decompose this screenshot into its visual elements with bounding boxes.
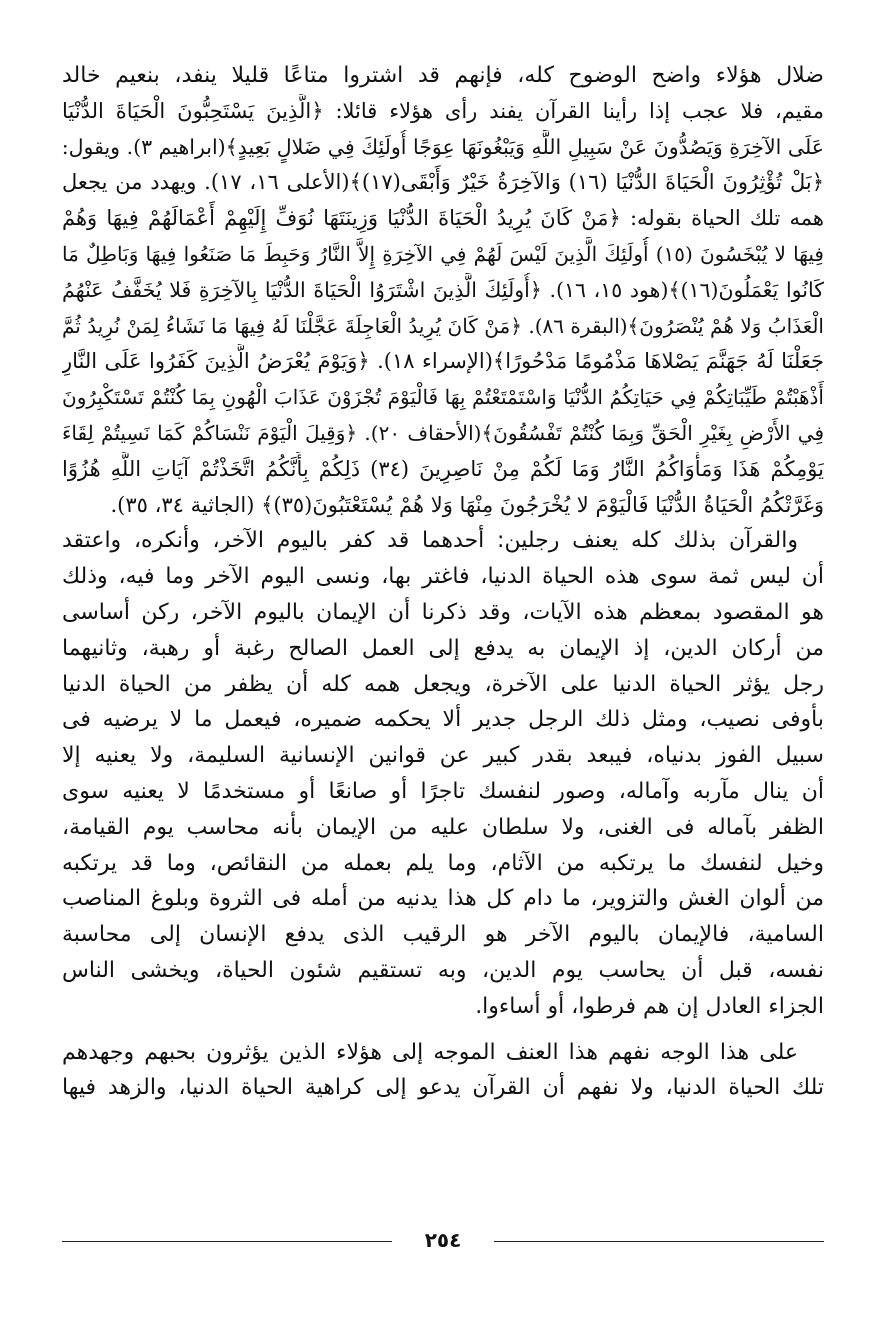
quran-verse-line: فِي الأَرْضِ بِغَيْرِ الْحَقِّ وَبِمَا كُنْتُمْ تَفْسُقُونَ﴾(الأحقاف ٢٠). ﴿وَقِيلَ الْيَوْمَ نَنْسَاكُمْ كَمَا نَسِيتُمْ لِقَاءَ — [62, 420, 824, 445]
quran-verse-line: كَانُوا يَعْمَلُونَ(١٦)﴾(هود ١٥، ١٦). ﴿أُولَئِكَ الَّذِينَ اشْتَرَوُا الْحَيَاةَ الدُّنْيَا بِالآخِرَةِ فَلا يُخَفَّفُ عَنْهُمُ — [62, 277, 824, 302]
text-line: من أركان الدين، إذ الإيمان به يدفع إلى العمل الصالح رغبة أو رهبة، وثانيهما — [62, 635, 824, 661]
quran-verse-line: عَلَى الآخِرَةِ وَيَصُدُّونَ عَنْ سَبِيلِ اللَّهِ وَيَبْغُونَهَا عِوَجًا أُولَئِكَ فِي ضَلالٍ بَعِيدٍ﴾(ابراهيم ٣). ويقول: — [62, 134, 824, 159]
quran-verse-line: ﴿بَلْ تُؤْثِرُونَ الْحَيَاةَ الدُّنْيَا (١٦) وَالآخِرَةُ خَيْرٌ وَأَبْقَى(١٧)﴾(الأعلى ١٦، ١٧). ويهدد من يجعل — [62, 170, 824, 195]
paragraph-gap — [62, 1025, 824, 1035]
text-line: الظفر بآماله فى الغنى، ولا سلطان عليه من الإيمان بأنه محاسب يوم القيامة، — [62, 814, 824, 840]
text-line: على هذا الوجه نفهم هذا العنف الموجه إلى هؤلاء الذين يؤثرون بحبهم وجهدهم — [62, 1039, 798, 1065]
text-line: والقرآن بذلك كله يعنف رجلين: أحدهما قد كفر باليوم الآخر، وأنكره، واعتقد — [62, 528, 798, 554]
quran-verse-line: يَوْمِكُمْ هَذَا وَمَأْوَاكُمُ النَّارُ وَمَا لَكُمْ مِنْ نَاصِرِينَ (٣٤) ذَلِكُمْ بِأَنَّكُمُ اتَّخَذْتُمْ آيَاتِ اللَّهِ هُزُوًا — [62, 456, 824, 481]
text-line: نفسه، قبل أن يحاسب يوم الدين، وبه تستقيم شئون الحياة، ويخشى الناس — [62, 957, 824, 983]
quran-verse-line: جَعَلْنَا لَهُ جَهَنَّمَ يَصْلاهَا مَذْمُومًا مَدْحُورًا﴾(الإسراء ١٨). ﴿وَيَوْمَ يُعْرَضُ الَّذِينَ كَفَرُوا عَلَى النَّارِ — [62, 349, 824, 374]
text-line: رجل يؤثر الحياة الدنيا على الآخرة، ويجعل همه كله أن يظفر من الحياة الدنيا — [62, 671, 824, 697]
quran-verse-line: أَذْهَبْتُمْ طَيِّبَاتِكُمْ فِي حَيَاتِكُمُ الدُّنْيَا وَاسْتَمْتَعْتُمْ بِهَا فَالْيَوْمَ تُجْزَوْنَ عَذَابَ الْهُونِ بِمَا كُنْتُمْ تَسْتَكْبِرُونَ — [62, 385, 824, 410]
quran-verse-line: وَغَرَّتْكُمُ الْحَيَاةُ الدُّنْيَا فَالْيَوْمَ لا يُخْرَجُونَ مِنْهَا وَلا هُمْ يُسْتَعْتَبُونَ(٣٥)﴾ (الجاثية ٣٤، ٣٥). — [110, 492, 824, 517]
quran-verse-line: الْعَذَابُ وَلا هُمْ يُنْصَرُونَ﴾(البقرة ٨٦). ﴿مَنْ كَانَ يُرِيدُ الْعَاجِلَةَ عَجَّلْنَا لَهُ فِيهَا مَا نَشَاءُ لِمَنْ نُرِيدُ ثُمَّ — [62, 313, 824, 338]
text-line: وخيل لنفسك ما يرتكبه من الآثام، وما يلم بعمله من النقائص، وما قد يرتكبه — [62, 850, 824, 876]
page-body — [62, 58, 824, 1258]
page-number: ٢٥٤ — [424, 1228, 462, 1252]
quran-verse-line: همه تلك الحياة بقوله: ﴿مَنْ كَانَ يُرِيدُ الْحَيَاةَ الدُّنْيَا وَزِينَتَهَا نُوَفِّ إِلَيْهِمْ أَعْمَالَهُمْ فِيهَا وَهُمْ — [62, 206, 824, 231]
page-footer — [62, 1222, 824, 1262]
text-line: مقيم، فلا عجب إذا رأينا القرآن يفند رأى هؤلاء قائلا: ﴿الَّذِينَ يَسْتَحِبُّونَ الْحَيَاةَ الدُّنْيَا — [62, 98, 824, 123]
text-line: أن ينال مآربه وآماله، وصور لنفسك تاجرًا أو صانعًا أو مستخدمًا لا يعنيه سوى — [62, 778, 824, 804]
text-line: من ألوان الغش والتزوير، ما دام كل هذا يدنيه من أمله فى الثروة وبلوغ المناصب — [62, 886, 824, 912]
text-line: سبيل الفوز بدنياه، فيبعد بقدر كبير عن قوانين الإنسانية السليمة، ولا يعنيه إلا — [62, 743, 824, 769]
quran-verse-line: فِيهَا لا يُبْخَسُونَ (١٥) أُولَئِكَ الَّذِينَ لَيْسَ لَهُمْ فِي الآخِرَةِ إِلاَّ النَّارُ وَحَبِطَ مَا صَنَعُوا فِيهَا وَبَاطِلٌ مَا — [62, 241, 824, 266]
text-line: هو المقصود بمعظم هذه الآيات، وقد ذكرنا أن الإيمان باليوم الآخر، ركن أساسى — [62, 599, 824, 625]
text-line: تلك الحياة الدنيا، ولا نفهم أن القرآن يدعو إلى كراهية الحياة الدنيا، والزهد فيها — [62, 1075, 824, 1101]
text-line: الجزاء العادل إن هم فرطوا، أو أساءوا. — [475, 993, 824, 1019]
text-line: السامية، فالإيمان باليوم الآخر هو الرقيب الذى يدفع الإنسان إلى محاسبة — [62, 922, 824, 948]
text-line: أن ليس ثمة سوى هذه الحياة الدنيا، فاغتر بها، ونسى اليوم الآخر وما فيه، وذلك — [62, 564, 824, 590]
text-line: بأوفى نصيب، ومثل ذلك الرجل جدير ألا يحكمه ضميره، فيعمل ما لا يرضيه فى — [62, 707, 824, 733]
text-line: ضلال هؤلاء واضح الوضوح كله، فإنهم قد اشتروا متاعًا قليلا ينفد، بنعيم خالد — [62, 63, 824, 88]
